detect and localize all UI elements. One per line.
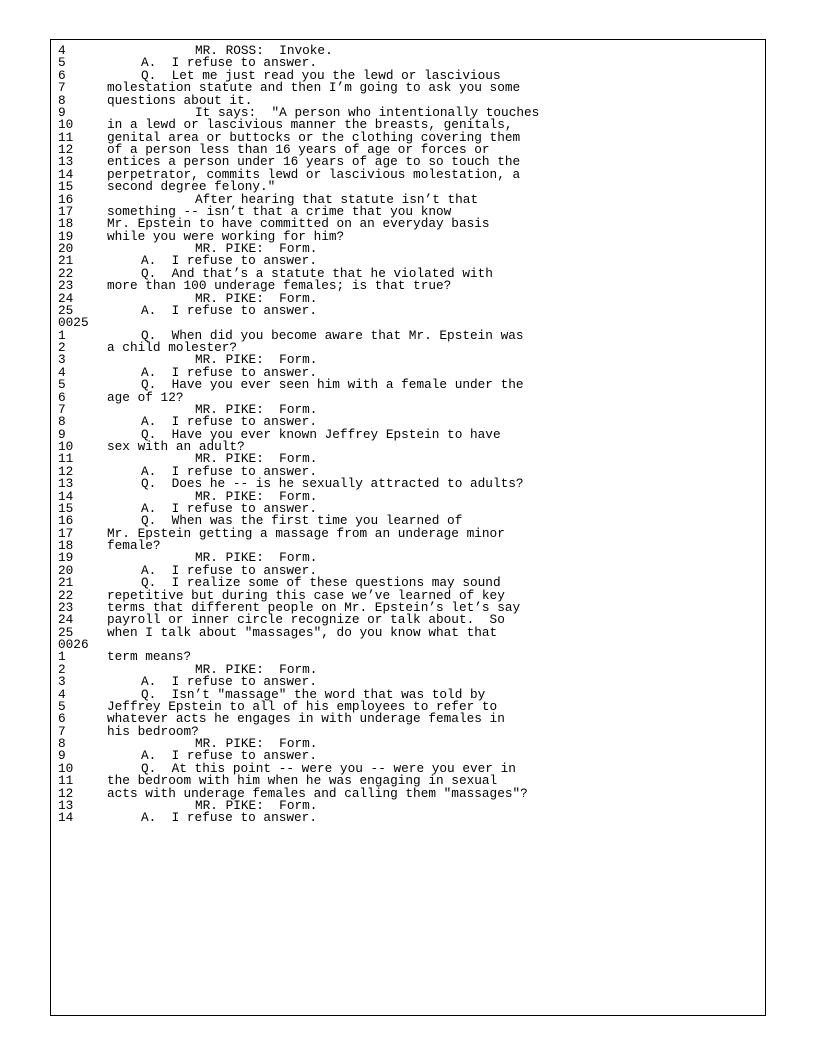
line-number: 18 (58, 216, 74, 232)
line-number: 20 (58, 241, 74, 256)
line-number: 15 (58, 179, 74, 195)
line-number: 13 (58, 476, 74, 492)
line-number: 4 (58, 686, 66, 702)
line-number: 14 (58, 166, 74, 182)
line-number: 16 (58, 513, 74, 529)
line-text: MR. ROSS: Invoke. (195, 43, 333, 58)
line-text: A. I refuse to answer. (141, 674, 317, 690)
line-number: 6 (58, 67, 66, 83)
line-number: 5 (58, 377, 66, 393)
line-text: payroll or inner circle recognize or talk about. So (107, 612, 505, 628)
line-text: MR. PIKE: Form. (195, 451, 318, 467)
line-number: 21 (58, 253, 74, 269)
line-text: MR. PIKE: Form. (195, 290, 318, 306)
line-number: 22 (58, 265, 74, 281)
transcript-line (58, 342, 758, 354)
line-text: MR. PIKE: Form. (195, 661, 318, 677)
line-number: 12 (58, 142, 74, 157)
line-number: 10 (58, 117, 74, 133)
line-text: Q. Does he -- is he sexually attracted to adults? (141, 476, 524, 492)
line-number: 2 (58, 340, 66, 355)
line-number: 23 (58, 278, 74, 294)
line-number: 4 (58, 43, 66, 58)
line-number: 8 (58, 92, 66, 108)
line-number: 13 (58, 797, 74, 813)
deposition-transcript (58, 45, 758, 825)
line-number: 22 (58, 587, 74, 603)
line-number: 1 (58, 649, 66, 665)
line-number: 11 (58, 451, 74, 467)
line-text: MR. PIKE: Form. (195, 352, 318, 368)
line-text: A. I refuse to answer. (141, 55, 317, 71)
line-number: 7 (58, 401, 66, 417)
transcript-line (58, 228, 758, 244)
line-text: entices a person under 16 years of age to so touch the (107, 154, 521, 170)
transcript-line (58, 624, 758, 640)
line-number: 25 (58, 302, 74, 318)
line-number: 2 (58, 661, 66, 677)
line-text: his bedroom? (107, 723, 199, 739)
line-text: acts with underage females and calling them "massages"? (107, 785, 528, 801)
line-number: 25 (58, 624, 74, 640)
transcript-line (58, 651, 758, 663)
line-number: 7 (58, 80, 66, 96)
line-number: 3 (58, 674, 66, 690)
transcript-line (58, 723, 758, 739)
line-text: Q. Have you ever known Jeffrey Epstein to have (141, 426, 501, 442)
line-number: 3 (58, 352, 66, 368)
line-number: 11 (58, 773, 74, 789)
line-text: sex with an adult? (107, 439, 245, 454)
line-number: 21 (58, 575, 74, 591)
line-text: when I talk about "massages", do you know what that (107, 624, 498, 640)
line-text: Mr. Epstein to have committed on an everyday basis (107, 216, 490, 232)
line-text: female? (107, 538, 161, 553)
line-number: 14 (58, 488, 74, 504)
line-text: repetitive but during this case we’ve learned of key (107, 587, 505, 603)
transcript-line (58, 478, 758, 490)
transcript-line (58, 441, 758, 453)
line-text: Q. Let me just read you the lewd or lascivious (141, 67, 501, 83)
line-text: A. I refuse to answer. (141, 810, 317, 826)
line-number: 15 (58, 500, 74, 516)
line-number: 9 (58, 104, 66, 120)
transcript-line (58, 280, 758, 292)
line-number: 8 (58, 414, 66, 430)
line-number: 17 (58, 203, 74, 219)
line-number: 5 (58, 55, 66, 71)
transcript-line (58, 525, 758, 541)
line-text: Q. I realize some of these questions may sound (141, 575, 501, 591)
line-text: Q. At this point -- were you -- were you ever in (141, 760, 516, 776)
line-text: A. I refuse to answer. (141, 302, 317, 318)
line-number: 0026 (58, 637, 89, 652)
line-text: A. I refuse to answer. (141, 364, 317, 380)
line-text: A. I refuse to answer. (141, 500, 317, 516)
line-number: 10 (58, 439, 74, 454)
line-text: perpetrator, commits lewd or lascivious molestation, a (107, 166, 521, 182)
line-text: It says: "A person who intentionally touches (195, 104, 540, 120)
transcript-line (58, 812, 758, 824)
line-text: A. I refuse to answer. (141, 562, 317, 578)
line-text: terms that different people on Mr. Epstein’s let’s say (107, 599, 521, 615)
line-text: age of 12? (107, 389, 184, 405)
line-text: A. I refuse to answer. (141, 463, 317, 479)
line-number: 7 (58, 723, 66, 739)
line-text: of a person less than 16 years of age or forces or (107, 142, 490, 157)
line-number: 5 (58, 698, 66, 714)
line-text: whatever acts he engages in with underage females in (107, 711, 505, 727)
line-text: something -- isn’t that a crime that you know (107, 203, 452, 219)
line-text: MR. PIKE: Form. (195, 488, 318, 504)
line-number: 6 (58, 711, 66, 727)
line-text: molestation statute and then I’m going to ask you some (107, 80, 521, 96)
line-number: 11 (58, 129, 74, 145)
line-number: 10 (58, 760, 74, 776)
line-text: the bedroom with him when he was engaging in sexual (107, 773, 498, 789)
line-text: in a lewd or lascivious manner the breasts, genitals, (107, 117, 513, 133)
line-text: Q. When did you become aware that Mr. Epstein was (141, 327, 524, 343)
line-text: a child molester? (107, 340, 238, 355)
line-text: A. I refuse to answer. (141, 748, 317, 764)
line-number: 0025 (58, 315, 89, 331)
line-text: while you were working for him? (107, 228, 345, 244)
line-text: A. I refuse to answer. (141, 253, 317, 269)
line-number: 17 (58, 525, 74, 541)
line-number: 4 (58, 364, 66, 380)
line-number: 1 (58, 327, 66, 343)
line-text: Q. Isn’t "massage" the word that was told by (141, 686, 486, 702)
line-text: second degree felony." (107, 179, 276, 195)
line-number: 19 (58, 550, 74, 566)
line-text: questions about it. (107, 92, 253, 108)
line-text: genital area or buttocks or the clothing covering them (107, 129, 521, 145)
line-text: MR. PIKE: Form. (195, 401, 318, 417)
transcript-line (58, 302, 758, 318)
transcript-line (58, 540, 758, 552)
line-number: 23 (58, 599, 74, 615)
line-number: 9 (58, 426, 66, 442)
line-text: MR. PIKE: Form. (195, 550, 318, 566)
line-text: Mr. Epstein getting a massage from an underage minor (107, 525, 505, 541)
line-text: Jeffrey Epstein to all of his employees to refer to (107, 698, 498, 714)
line-number: 14 (58, 810, 74, 826)
line-number: 24 (58, 612, 74, 628)
line-text: MR. PIKE: Form. (195, 736, 318, 751)
transcript-line (58, 785, 758, 801)
line-number: 12 (58, 463, 74, 479)
line-text: After hearing that statute isn’t that (195, 191, 479, 207)
line-number: 18 (58, 538, 74, 553)
line-text: Q. And that’s a statute that he violated with (141, 265, 493, 281)
line-text: MR. PIKE: Form. (195, 241, 318, 256)
line-number: 20 (58, 562, 74, 578)
line-number: 6 (58, 389, 66, 405)
line-number: 8 (58, 736, 66, 751)
line-number: 19 (58, 228, 74, 244)
line-number: 13 (58, 154, 74, 170)
line-text: Q. When was the first time you learned of (141, 513, 463, 529)
line-number: 16 (58, 191, 74, 207)
line-text: more than 100 underage females; is that true? (107, 278, 452, 294)
line-text: MR. PIKE: Form. (195, 797, 318, 813)
line-number: 9 (58, 748, 66, 764)
line-text: A. I refuse to answer. (141, 414, 317, 430)
line-number: 24 (58, 290, 74, 306)
line-text: Q. Have you ever seen him with a female under the (141, 377, 524, 393)
line-number: 12 (58, 785, 74, 801)
line-text: term means? (107, 649, 192, 665)
transcript-line (58, 389, 758, 405)
